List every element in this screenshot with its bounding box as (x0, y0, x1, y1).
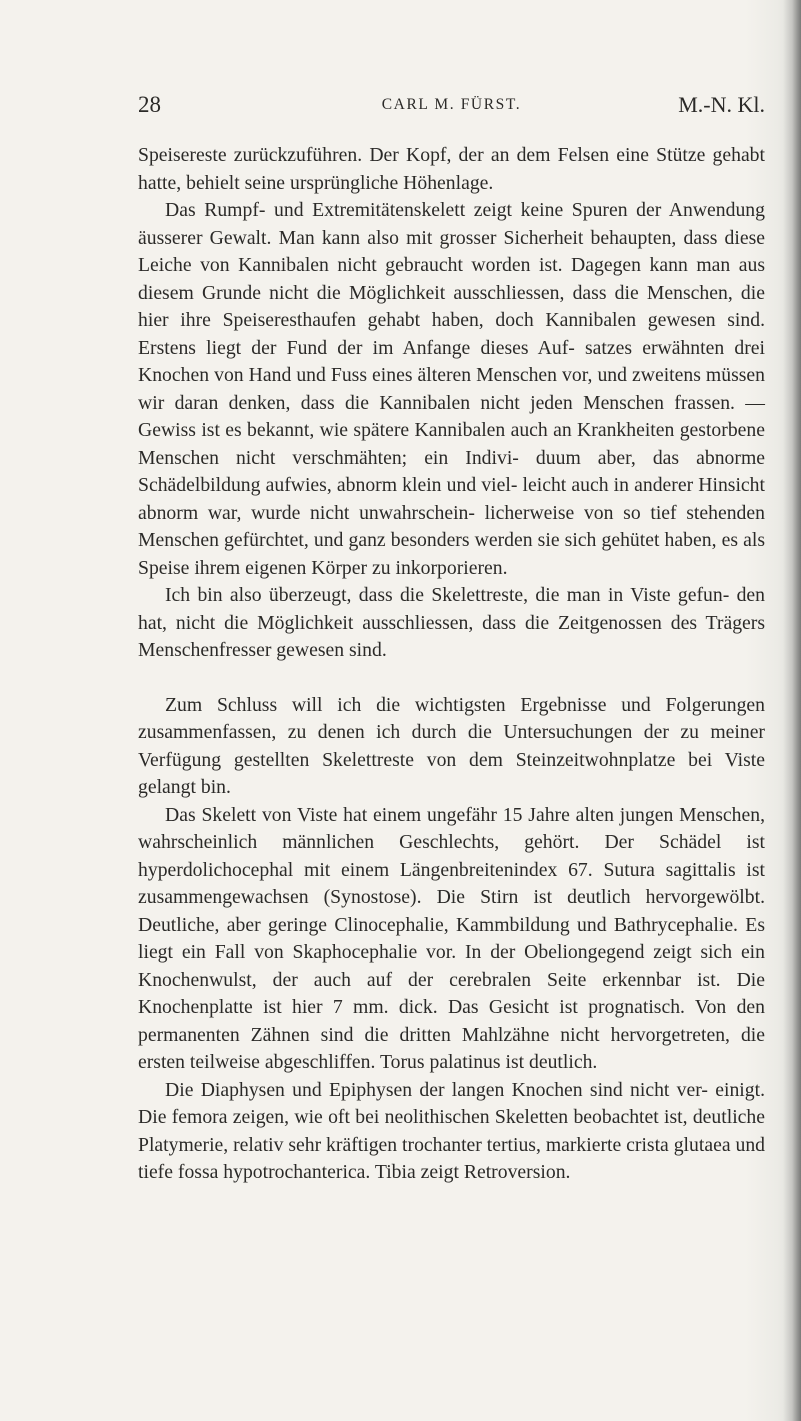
running-head-author: CARL M. FÜRST. (381, 96, 522, 113)
paragraph-6: Die Diaphysen und Epiphysen der langen Knochen sind nicht ver- einigt. Die femora zeigen, wie oft bei neolithischen Skeletten beobachtet ist, deutliche Platymerie, relativ sehr kräftigen trochanter tertius, markierte crista glutaea und tiefe fossa hypotrochanterica. Tibia zeigt Retroversion. (138, 1078, 766, 1183)
page-edge-shadow (783, 0, 801, 1421)
running-header (138, 92, 765, 122)
page-number: 28 (138, 92, 161, 117)
paragraph-1: Speisereste zurückzuführen. Der Kopf, der an dem Felsen eine Stütze gehabt hatte, behielt seine ursprüngliche Höhenlage. (138, 144, 765, 194)
running-head-signature: M.-N. Kl. (678, 92, 765, 117)
paragraph-3: Ich bin also überzeugt, dass die Skelettreste, die man in Viste gefun- den hat, nicht die Möglichkeit ausschliessen, dass die Zeitgenossen des Trägers Menschenfresser gewesen sind. (138, 584, 765, 661)
paragraph-2: Das Rumpf- und Extremitätenskelett zeigt keine Spuren der Anwendung äusserer Gewalt. Man kann also mit grosser Sicherheit behaupten, dass diese Leiche von Kannibalen nicht gebraucht worden ist. Dagegen kann man aus diesem Grunde nicht die Möglichkeit ausschliessen, dass die Menschen, die hier ihre Speiseresthaufen gehabt haben, doch Kannibalen gewesen sind. Erstens liegt der Fund der im Anfange dieses Auf- satzes erwähnten drei Knochen von Hand und Fuss eines älteren Menschen vor, und zweitens müssen wir daran denken, dass die Kannibalen nicht jeden Menschen frassen. — Gewiss ist es bekannt, wie spätere Kannibalen auch an Krankheiten gestorbene Menschen nicht verschmähten; ein Indivi- duum aber, das abnorme Schädelbildung aufwies, abnorm klein und viel- leicht auch in anderer Hinsicht abnorm war, wurde nicht unwahrschein- licherweise von so tief stehenden Menschen gefürchtet, und ganz besonders werden sie sich gehütet haben, es als Speise ihrem eigenen Körper zu inkorporieren. (138, 199, 765, 579)
paragraph-5: Das Skelett von Viste hat einem ungefähr 15 Jahre alten jungen Menschen, wahrscheinlich männlichen Geschlechts, gehört. Der Schädel ist hyperdolichocephal mit einem Längenbreitenindex 67. Sutura sagittalis ist zusammengewachsen (Synostose). Die Stirn ist deutlich hervorgewölbt. Deutliche, aber geringe Clinocephalie, Kammbildung und Bathrycephalie. Es liegt ein Fall von Skaphocephalie vor. In der Obeliongegend zeigt sich ein Knochenwulst, der auch auf der cerebralen Seite erkennbar ist. Die Knochenplatte ist hier 7 mm. dick. Das Gesicht ist prognatisch. Von den permanenten Zähnen sind die dritten Mahlzähne nicht hervorgetreten, die ersten teilweise abgeschliffen. Torus palatinus ist deutlich. (138, 803, 765, 1073)
body-text (138, 142, 765, 1187)
paragraph-4: Zum Schluss will ich die wichtigsten Ergebnisse und Folgerungen zusammenfassen, zu denen ich durch die Untersuchungen der zu meiner Verfügung gestellten Skelettreste von dem Steinzeitwohnplatze bei Viste gelangt bin. (138, 693, 765, 798)
